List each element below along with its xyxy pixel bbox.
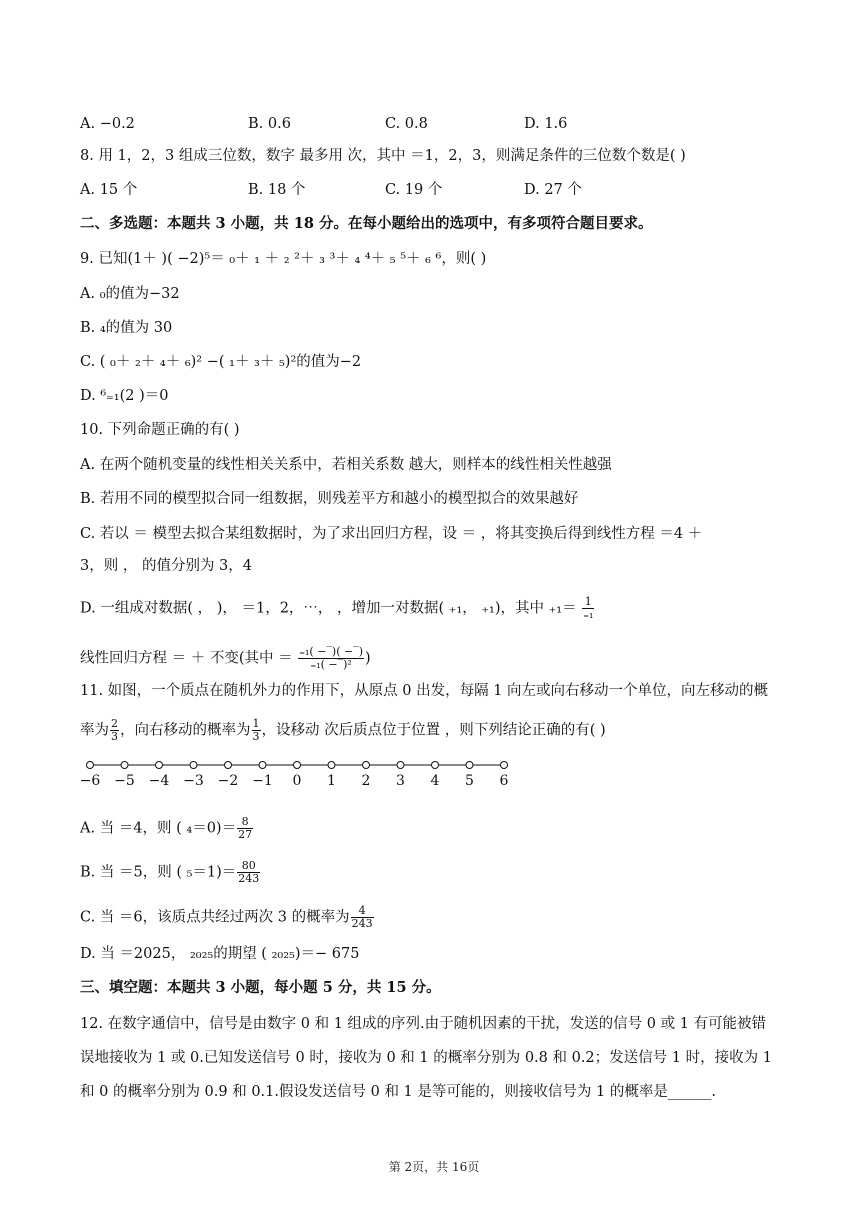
q10-option-b: B. 若用不同的模型拟合同一组数据，则残差平方和越小的模型拟合的效果越好 bbox=[80, 491, 579, 507]
number-line-point bbox=[225, 762, 232, 769]
q9-stem: 9. 已知(1＋ )( −2)⁵＝ ₀＋ ₁ ＋ ₂ ²＋ ₃ ³＋ ₄ ⁴＋ ₅ ⁵＋ ₆ ⁶，则( ) bbox=[80, 251, 487, 267]
q11-option-a-fraction bbox=[237, 816, 253, 841]
number-line-tick-label: 6 bbox=[499, 773, 509, 789]
number-line-diagram bbox=[80, 758, 520, 790]
q11-stem-text-b: ，向右移动的概率为 bbox=[120, 722, 251, 739]
q11-option-a bbox=[80, 816, 798, 841]
q11-left-probability bbox=[110, 718, 119, 743]
q11-stem-text-a: 率为 bbox=[80, 722, 109, 739]
number-line-tick-label: 5 bbox=[465, 773, 474, 789]
right-probability-numerator: 1 bbox=[252, 717, 260, 730]
q11-option-b bbox=[80, 860, 798, 885]
option-b: B. 18 个 bbox=[248, 182, 306, 198]
number-line-tick-label: 1 bbox=[327, 773, 336, 789]
q10-fraction-1 bbox=[582, 596, 594, 621]
number-line-point bbox=[501, 762, 508, 769]
option-c: C. 19 个 bbox=[385, 182, 443, 198]
option-a: A. −0.2 bbox=[80, 116, 135, 132]
q11-option-d: D. 当 ＝2025， ₂₀₂₅的期望 ( ₂₀₂₅)＝− 675 bbox=[80, 946, 360, 962]
q12-line-2: 误地接收为 1 或 0.已知发送信号 0 时，接收为 0 和 1 的概率分别为 0.8 和 0.2；发送信号 1 时，接收为 1 bbox=[80, 1050, 772, 1066]
q9-option-d: D. ⁶₌₁(2 )＝0 bbox=[80, 388, 169, 404]
number-line-point bbox=[363, 762, 370, 769]
q12-line-1: 12. 在数字通信中，信号是由数字 0 和 1 组成的序列.由于随机因素的干扰，发送的信号 0 或 1 有可能被错 bbox=[80, 1016, 767, 1032]
q10-option-d bbox=[80, 596, 798, 621]
number-line-tick-label: 3 bbox=[396, 773, 405, 789]
q11-stem-line-1: 11. 如图，一个质点在随机外力的作用下，从原点 0 出发，每隔 1 向左或向右移动一个单位，向左移动的概 bbox=[80, 683, 769, 699]
q11-option-c bbox=[80, 905, 798, 930]
q10-option-c: C. 若以 ＝ 模型去拟合某组数据时，为了求出回归方程，设 ＝ ，将其变换后得到线性方程 ＝4 ＋ bbox=[80, 526, 703, 542]
number-line-tick-label: 0 bbox=[292, 773, 302, 789]
section-heading-fill-in: 三、填空题：本题共 3 小题，每小题 5 分，共 15 分。 bbox=[80, 979, 441, 996]
q10-fraction-2-numerator: ₌₁( −‾)( −‾) bbox=[299, 645, 364, 658]
q11-stem-line-2 bbox=[80, 718, 798, 743]
q12-line-3: 和 0 的概率分别为 0.9 和 0.1.假设发送信号 0 和 1 是等可能的，则接收信号为 1 的概率是______. bbox=[80, 1084, 716, 1100]
option-b: B. 0.6 bbox=[248, 116, 291, 132]
q10-option-d-continued: 线性回归方程 ＝ ＋ 不变(其中 ＝ $\frac{\text{₌₁( −‾)( −‾)}}{\text{₌₁( −‾)²}}$ ) bbox=[80, 645, 371, 671]
q11-option-a-text: A. 当 ＝4，则 ( ₄＝0)＝ bbox=[80, 820, 237, 837]
number-line-point bbox=[466, 762, 473, 769]
option-d: D. 27 个 bbox=[524, 182, 582, 198]
q11-right-probability bbox=[252, 718, 261, 743]
q11-option-c-text: C. 当 ＝6，该质点共经过两次 3 的概率为 bbox=[80, 909, 350, 926]
q10-stem: 10. 下列命题正确的有( ) bbox=[80, 422, 240, 438]
q11-stem-text-c: ，设移动 次后质点位于位置 ，则下列结论正确的有( ) bbox=[261, 722, 606, 739]
page-footer: 第 2页，共 16页 bbox=[388, 1160, 480, 1174]
left-probability-numerator: 2 bbox=[111, 717, 118, 730]
q8-stem: 8. 用 1，2，3 组成三位数，数字 最多用 次，其中 ＝1，2，3，则满足条件的三位数个数是( ) bbox=[80, 148, 686, 164]
number-line-point bbox=[190, 762, 197, 769]
q10-fraction-2 bbox=[298, 646, 364, 671]
number-line-svg bbox=[80, 758, 520, 772]
q9-option-b: B. ₄的值为 30 bbox=[80, 320, 173, 336]
q10-fraction-1-denominator: ₌₁ bbox=[583, 608, 594, 621]
fraction-denominator: 27 bbox=[238, 828, 253, 841]
section-heading-multiple-choice: 二、多选题：本题共 3 小题，共 18 分。在每小题给出的选项中，有多项符合题目要求。 bbox=[80, 215, 653, 232]
number-line-point bbox=[121, 762, 128, 769]
fraction-denominator: 243 bbox=[351, 917, 373, 930]
option-d: D. 1.6 bbox=[524, 116, 568, 132]
q10-fraction-1-numerator: 1 bbox=[582, 596, 594, 609]
number-line-tick-label: −5 bbox=[114, 773, 135, 789]
number-line-point bbox=[328, 762, 335, 769]
number-line-tick-label: 4 bbox=[430, 773, 440, 789]
q11-option-b-text: B. 当 ＝5，则 ( ₅＝1)＝ bbox=[80, 864, 237, 881]
number-line-point bbox=[432, 762, 439, 769]
number-line-tick-label: −3 bbox=[183, 773, 204, 789]
q10-option-a: A. 在两个随机变量的线性相关关系中，若相关系数 越大，则样本的线性相关性越强 bbox=[80, 457, 612, 473]
number-line-tick-label: −2 bbox=[217, 773, 239, 789]
q10-option-d-text: D. 一组成对数据( ， )， ＝1，2，⋯， ，增加一对数据( ₊₁， ₊₁)，其中 ₊₁＝ bbox=[80, 600, 577, 617]
fraction-numerator: 80 bbox=[237, 860, 260, 873]
number-line-tick-label: −1 bbox=[252, 773, 273, 789]
number-line-tick-label: −4 bbox=[148, 773, 170, 789]
number-line-point bbox=[397, 762, 404, 769]
number-line-point bbox=[259, 762, 266, 769]
q9-option-a: A. ₀的值为−32 bbox=[80, 286, 180, 302]
number-line-point bbox=[156, 762, 163, 769]
fraction-numerator: 4 bbox=[351, 905, 374, 918]
option-c: C. 0.8 bbox=[385, 116, 428, 132]
q10-option-c-continued: 3，则 ， 的值分别为 3，4 bbox=[80, 558, 253, 574]
left-probability-denominator: 3 bbox=[111, 730, 118, 743]
option-a: A. 15 个 bbox=[80, 182, 138, 198]
fraction-numerator: 8 bbox=[237, 816, 253, 829]
right-probability-denominator: 3 bbox=[252, 730, 260, 743]
number-line-point bbox=[87, 762, 94, 769]
number-line-tick-label: 2 bbox=[361, 773, 371, 789]
number-line-tick-label: −6 bbox=[79, 773, 101, 789]
q9-option-c: C. ( ₀＋ ₂＋ ₄＋ ₆)² −( ₁＋ ₃＋ ₅)²的值为−2 bbox=[80, 354, 362, 370]
q11-option-c-fraction bbox=[351, 905, 374, 930]
number-line-point bbox=[294, 762, 301, 769]
q11-option-b-fraction bbox=[237, 860, 260, 885]
fraction-denominator: 243 bbox=[238, 872, 260, 885]
q10-fraction-2-denominator: ₌₁( −‾)² bbox=[310, 658, 352, 671]
q10-option-d-regression-text: 线性回归方程 ＝ ＋ 不变(其中 ＝ bbox=[80, 650, 293, 667]
